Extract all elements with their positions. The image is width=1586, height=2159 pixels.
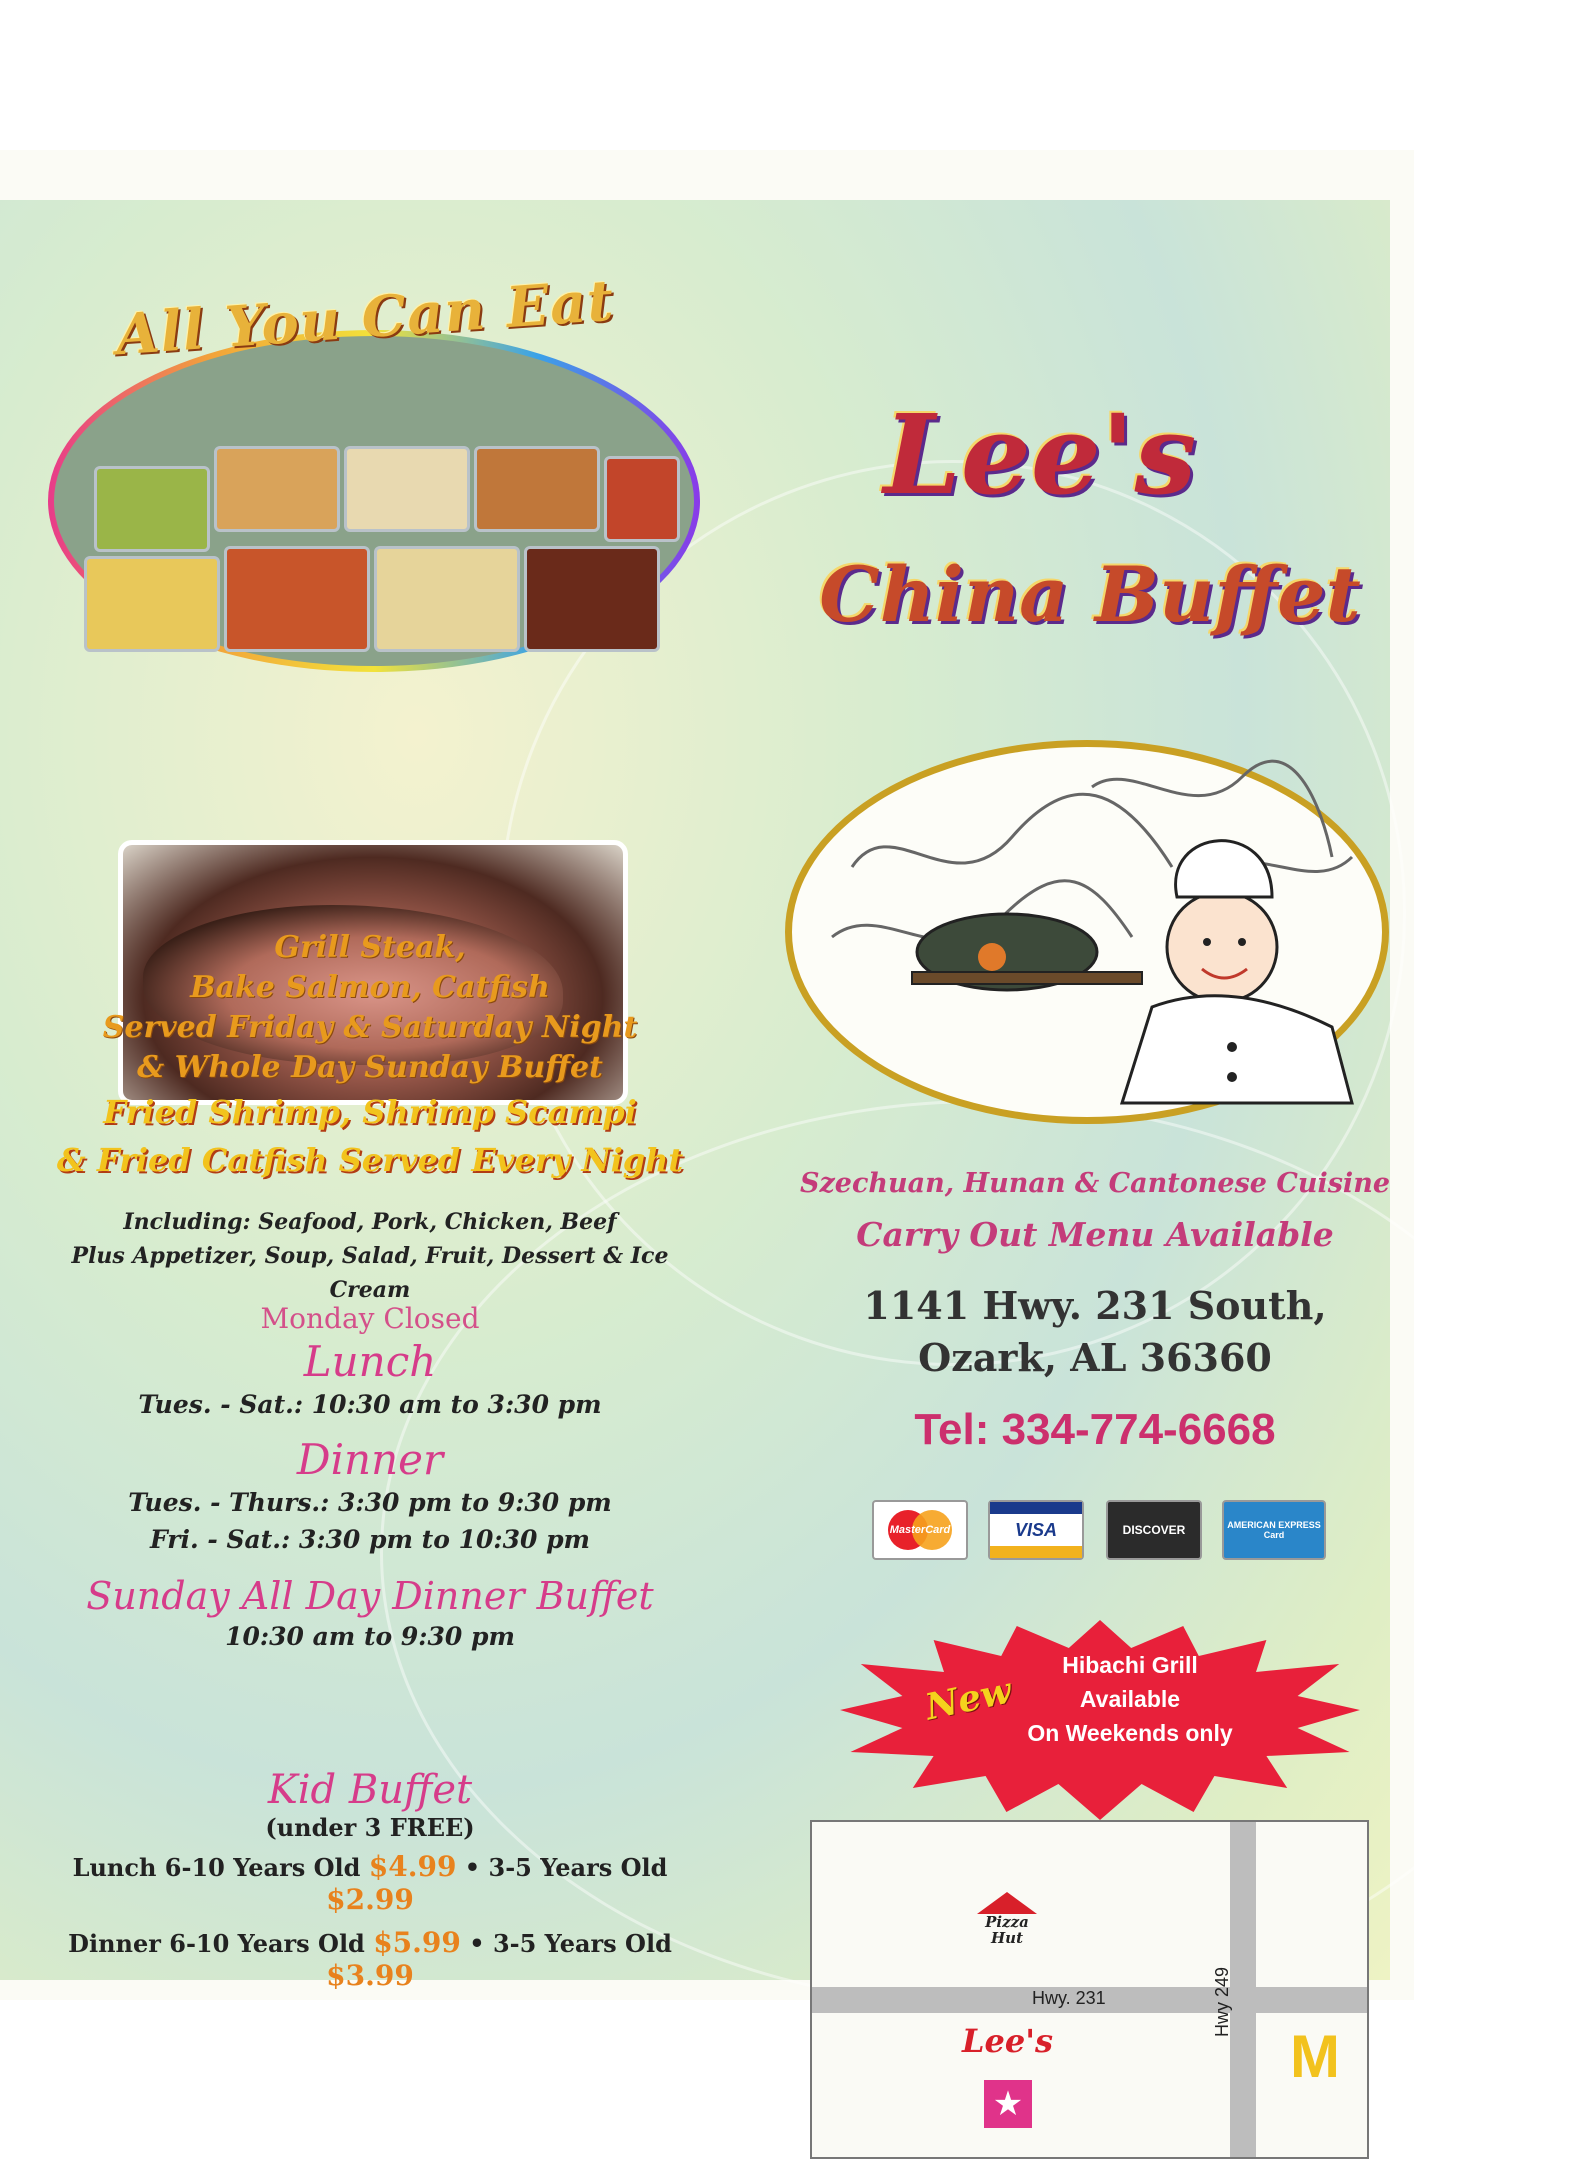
lunch-title: Lunch xyxy=(303,1337,437,1386)
kid-buffet-section xyxy=(30,1767,710,1992)
including-list xyxy=(30,1205,710,1307)
dinner-hours: Tues. - Thurs.: 3:30 pm to 9:30 pm xyxy=(128,1488,612,1517)
menu-panel xyxy=(0,200,1391,2124)
address-line-1: 1141 Hwy. 231 South, xyxy=(863,1283,1327,1328)
kid-dinner-sep: • 3-5 Years Old xyxy=(469,1929,672,1958)
special-line: Grill Steak, xyxy=(274,930,466,965)
including-line: Plus Appetizer, Soup, Salad, Fruit, Dessert & Ice Cream xyxy=(71,1243,669,1303)
including-line: Including: Seafood, Pork, Chicken, Beef xyxy=(123,1209,617,1235)
discover-logo: DISCOVER xyxy=(1106,1500,1202,1560)
restaurant-name-subtitle: China Buffet xyxy=(819,550,1361,639)
hours-section xyxy=(30,1302,710,1655)
special-line: Bake Salmon, Catfish xyxy=(190,970,550,1005)
lunch-hours: Tues. - Sat.: 10:30 am to 3:30 pm xyxy=(138,1390,602,1419)
restaurant-name: Lee's xyxy=(883,390,1197,519)
chef-illustration xyxy=(785,740,1389,1124)
cuisine-line: Szechuan, Hunan & Cantonese Cuisine xyxy=(799,1168,1391,1199)
american-express-logo: AMERICAN EXPRESS Card xyxy=(1222,1500,1326,1560)
carry-out-line: Carry Out Menu Available xyxy=(856,1215,1334,1254)
map-road-vertical xyxy=(1230,1822,1256,2157)
all-you-can-eat-heading: All You Can Eat xyxy=(113,267,617,369)
new-badge: New xyxy=(921,1669,1016,1729)
mcdonalds-logo: M xyxy=(1290,2023,1340,2090)
kid-lunch-label: Lunch 6-10 Years Old xyxy=(72,1853,361,1882)
address-line-2: Ozark, AL 36360 xyxy=(918,1335,1272,1380)
kid-dinner-prices xyxy=(30,1926,710,1992)
kid-lunch-price-small: $2.99 xyxy=(326,1883,414,1916)
chef-drawing xyxy=(792,747,1368,1103)
pizza-hut-logo: Pizza Hut xyxy=(972,1892,1042,1952)
sunday-title: Sunday All Day Dinner Buffet xyxy=(86,1574,654,1618)
dinner-title: Dinner xyxy=(296,1435,444,1484)
hibachi-line: On Weekends only xyxy=(1027,1720,1233,1746)
hibachi-line: Available xyxy=(1079,1686,1181,1712)
kid-lunch-prices xyxy=(30,1850,710,1916)
kid-buffet-title: Kid Buffet xyxy=(267,1767,473,1813)
nightly-specials xyxy=(30,1088,710,1184)
buffet-photo xyxy=(48,330,700,672)
special-line: & Fried Catfish Served Every Night xyxy=(56,1141,684,1179)
map-road-label: Hwy. 231 xyxy=(1032,1988,1106,2008)
special-line: & Whole Day Sunday Buffet xyxy=(137,1050,603,1085)
menu-sheet xyxy=(0,150,1414,2124)
kid-buffet-note: (under 3 FREE) xyxy=(265,1813,475,1842)
dinner-hours: Fri. - Sat.: 3:30 pm to 10:30 pm xyxy=(149,1525,591,1554)
kid-dinner-price-small: $3.99 xyxy=(326,1959,414,1992)
visa-logo: VISA xyxy=(988,1500,1084,1560)
telephone: Tel: 334-774-6668 xyxy=(914,1405,1276,1454)
location-map xyxy=(810,1820,1369,2159)
weekend-specials xyxy=(30,928,710,1088)
special-line: Served Friday & Saturday Night xyxy=(102,1010,638,1045)
lees-location-star-icon: ★ xyxy=(984,2080,1032,2128)
mastercard-logo: MasterCard xyxy=(872,1500,968,1560)
map-lees-label: Lee's xyxy=(962,2022,1054,2060)
sunday-hours: 10:30 am to 9:30 pm xyxy=(225,1622,515,1651)
kid-lunch-price: $4.99 xyxy=(368,1850,457,1883)
kid-lunch-sep: • 3-5 Years Old xyxy=(464,1853,668,1882)
kid-dinner-price: $5.99 xyxy=(373,1926,461,1959)
kid-dinner-label: Dinner 6-10 Years Old xyxy=(68,1929,365,1958)
hibachi-line: Hibachi Grill xyxy=(1062,1652,1198,1678)
closed-notice: Monday Closed xyxy=(260,1302,480,1335)
map-road-label: Hwy 249 xyxy=(1212,1966,1232,2037)
special-line: Fried Shrimp, Shrimp Scampi xyxy=(103,1093,637,1131)
